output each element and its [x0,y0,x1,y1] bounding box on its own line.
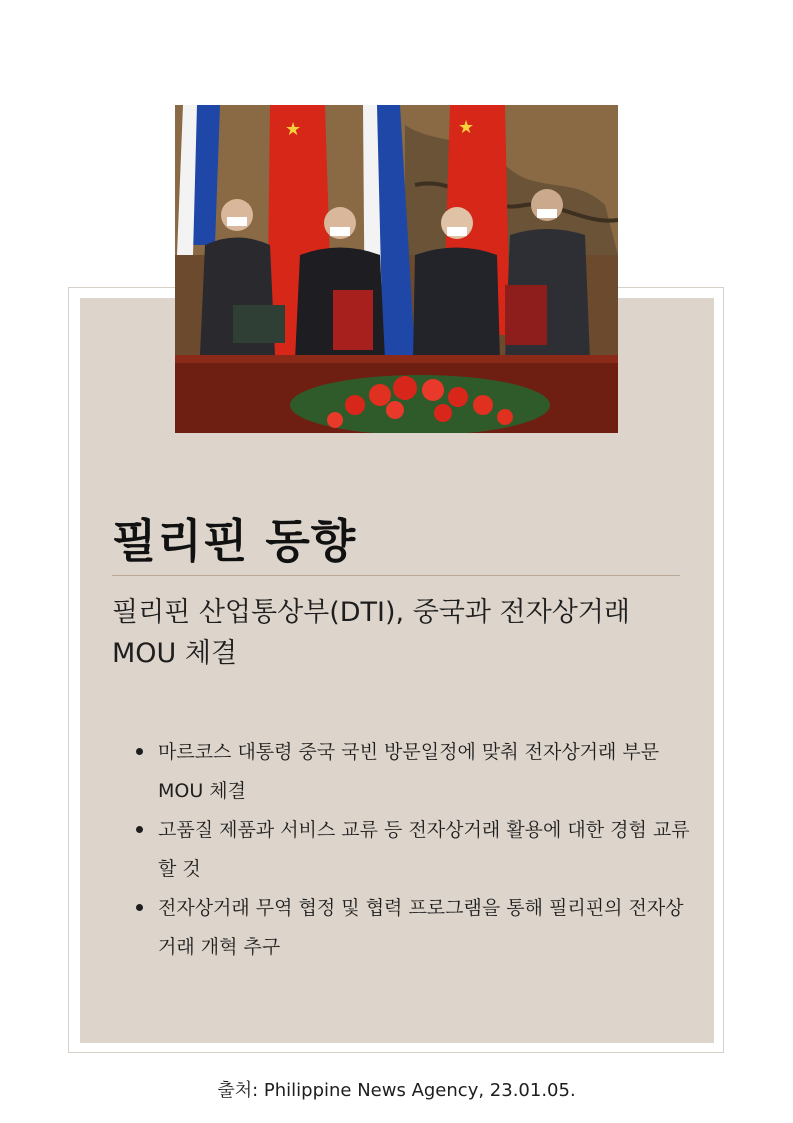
svg-text:★: ★ [458,117,475,138]
signing-ceremony-photo [175,105,618,433]
source-citation: 출처: Philippine News Agency, 23.01.05. [217,1080,576,1101]
article-subtitle: 필리핀 산업통상부(DTI), 중국과 전자상거래 MOU 체결 [112,597,630,669]
philippine-flag-left [177,105,220,255]
list-item: 마르코스 대통령 중국 국빈 방문일정에 맞춰 전자상거래 부문 MOU 체결 [130,733,690,811]
flower-arrangement [290,375,550,433]
title-divider [112,575,680,576]
bullet-icon [136,748,143,755]
list-item: 고품질 제품과 서비스 교류 등 전자상거래 활용에 대한 경험 교류 할 것 [130,811,690,889]
page-title: 필리핀 동향 [112,514,357,568]
list-item: 전자상거래 무역 협정 및 협력 프로그램을 통해 필리핀의 전자상거래 개혁 추구 [130,889,690,967]
bullet-icon [136,826,143,833]
bullet-list [130,733,690,967]
svg-text:★: ★ [285,119,302,140]
bullet-icon [136,904,143,911]
